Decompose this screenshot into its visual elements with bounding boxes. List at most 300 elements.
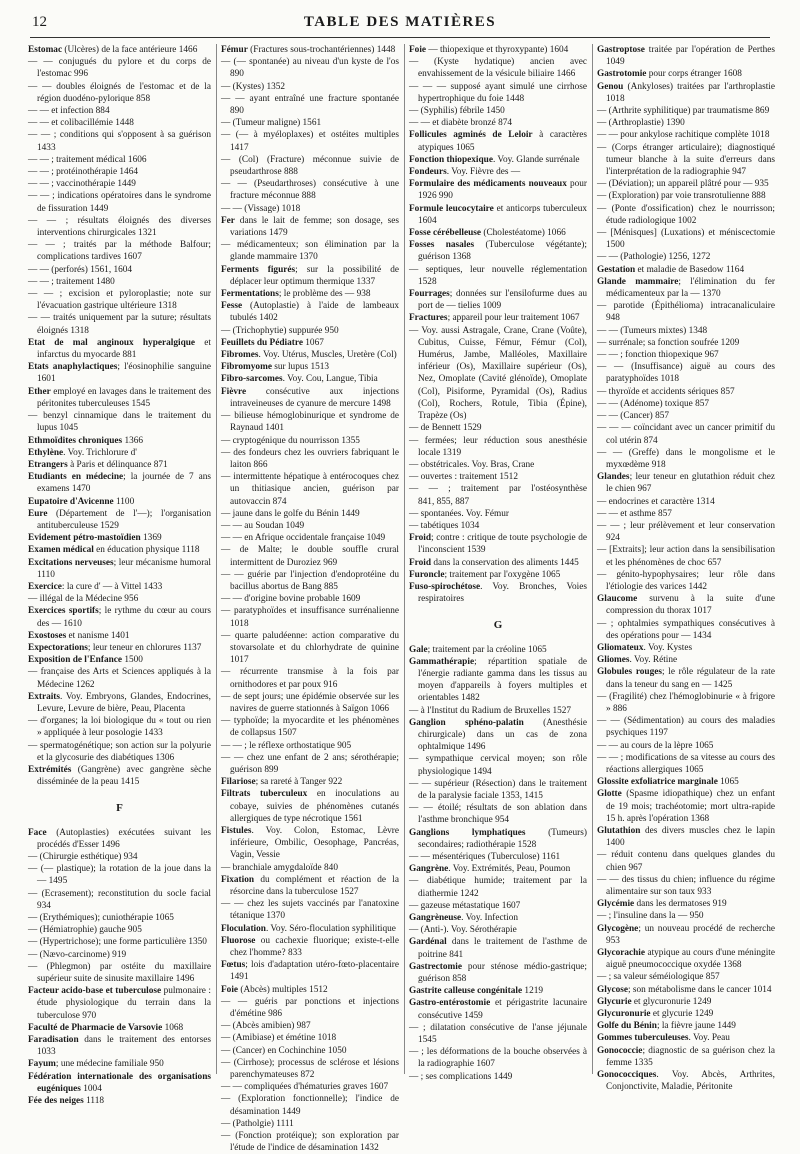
- entry-text: — — (Vissage): [221, 203, 280, 214]
- entry-text: — (Cirrhose); processus de sclérose et lésions parenchymateuses: [221, 1057, 399, 1081]
- entry-page-refs: 1065: [155, 913, 174, 924]
- index-entry: [409, 581, 587, 605]
- index-entry: [409, 778, 587, 802]
- index-entry: [221, 825, 399, 862]
- entry-heading: Fibromes: [221, 350, 259, 361]
- entry-text: à caractères atypiques: [418, 130, 587, 153]
- entry-page-refs: 934: [123, 852, 138, 862]
- entry-text: — (Kyste hydatique) ancien avec envahissement de la vésicule biliaire: [409, 57, 587, 80]
- entry-text: — de sept jours; une épidémie observée sur les navires de guerre stationnés à Saïgon: [221, 691, 399, 714]
- entry-text: — — — supposé ayant simulé une cirrhose hypertrophique du foie: [409, 81, 587, 104]
- index-entry: [221, 56, 399, 80]
- entry-heading: Face: [28, 827, 47, 838]
- entry-text: ; la fièvre jaune: [656, 1021, 716, 1032]
- entry-text: — — (Cancer): [597, 411, 653, 422]
- entry-page-refs: 1448: [505, 93, 525, 104]
- index-entry: [28, 105, 211, 117]
- index-column-1: [28, 44, 212, 1107]
- index-entry: [597, 325, 775, 337]
- entry-heading: Fédération internationale des organisations eugéniques: [28, 1071, 211, 1094]
- entry-page-refs: 1561: [343, 813, 363, 824]
- entry-page-refs: 1500: [124, 655, 143, 666]
- entry-text: . Voy. Rétine: [629, 655, 678, 666]
- entry-text: — des fondeurs chez les ouvriers fabriquant le laiton: [221, 447, 399, 470]
- entry-heading: Fuso-spirochétose: [409, 581, 481, 592]
- entry-text: . Voy. Extrémités, Peau, Poumon: [448, 864, 571, 875]
- index-entry: [597, 276, 775, 300]
- index-entry: [221, 129, 399, 153]
- entry-text: — diabétique humide; traitement par la diathermie: [409, 876, 587, 899]
- entry-text: — ; ophtalmies sympathiques consécutives à des opérations pour —: [597, 618, 775, 641]
- entry-page-refs: 1318: [70, 325, 89, 336]
- entry-page-refs: 1466: [178, 45, 198, 55]
- entry-page-refs: 1018: [750, 130, 770, 141]
- entry-text: et infarctus du myocarde: [37, 337, 211, 361]
- index-entry: [28, 44, 211, 56]
- index-entry: [221, 1130, 399, 1154]
- entry-text: ; contre : critique de toute psychologie de l'inconscient: [418, 533, 587, 556]
- index-entry: [409, 325, 587, 423]
- entry-heading: Glycose: [597, 984, 628, 995]
- entry-text: — — et infection: [28, 106, 94, 117]
- entry-heading: Fibro-sarcomes: [221, 374, 283, 385]
- entry-text: (Fractures sous-trochantériennes): [247, 45, 375, 55]
- entry-heading: Gangrène: [409, 864, 449, 875]
- index-entry: [597, 776, 775, 788]
- entry-text: — — (Adénome) toxique: [597, 398, 693, 409]
- entry-page-refs: 919: [712, 899, 727, 910]
- entry-text: — (Amibiase) et émétine: [221, 1033, 316, 1044]
- entry-text: — d'organes; la loi biologique du « tout ou rien » appliquée à leur posologie: [28, 716, 211, 739]
- index-entry: [28, 264, 211, 276]
- entry-text: — de Bennett: [409, 423, 461, 434]
- index-entry: [409, 961, 587, 985]
- entry-page-refs: 1034: [460, 520, 480, 531]
- entry-heading: Glycurie: [597, 996, 632, 1007]
- entry-text: — gazeuse métastatique: [409, 900, 500, 911]
- entry-page-refs: 1449: [281, 1106, 301, 1117]
- index-entry: [597, 544, 775, 568]
- entry-heading: Etat de mal anginoux hyperalgique: [28, 337, 196, 348]
- entry-page-refs: 1482: [461, 693, 480, 704]
- entry-text: — surrénale; sa fonction soufrée: [597, 337, 719, 348]
- entry-heading: Ethmoïdites chroniques: [28, 435, 123, 446]
- index-entry: [221, 715, 399, 739]
- index-entry: [221, 984, 399, 996]
- index-entry: [597, 178, 775, 190]
- entry-text: — (Hypertrichose); une forme particulière: [28, 937, 186, 948]
- entry-heading: Gonococciques: [597, 1070, 657, 1081]
- entry-text: et périgastrite lacunaire consécutive: [418, 998, 587, 1021]
- entry-heading: Fixation: [221, 874, 255, 885]
- index-entry: [409, 656, 587, 705]
- entry-heading: Genou: [597, 81, 624, 92]
- entry-text: . Voy. Utérus, Muscles, Uretère (Col): [258, 350, 397, 361]
- index-entry: [28, 337, 211, 361]
- index-entry: [597, 398, 775, 410]
- entry-page-refs: 888: [751, 191, 766, 202]
- index-entry: [221, 1045, 399, 1057]
- entry-page-refs: 857: [720, 386, 735, 397]
- index-column-4: [592, 44, 776, 1093]
- index-entry: [597, 227, 775, 251]
- index-entry: [409, 997, 587, 1021]
- entry-heading: Gammathérapie: [409, 656, 475, 667]
- index-entry: [409, 1071, 587, 1083]
- entry-page-refs: 857: [657, 508, 672, 519]
- entry-heading: Gommes tuberculeuses: [597, 1033, 689, 1044]
- index-entry: [409, 483, 587, 507]
- index-entry: [221, 605, 399, 629]
- index-entry: [597, 1069, 775, 1093]
- entry-text: — (Fonction protéique); son exploration par l'étude de l'indice de désamination: [221, 1131, 399, 1154]
- entry-text: — (Cancer) en Cochinchine: [221, 1045, 326, 1056]
- entry-heading: Glutathion: [597, 826, 641, 836]
- entry-text: — sympathique cervical moyen; son rôle physiologique: [409, 754, 587, 777]
- index-column-3: [404, 44, 587, 1082]
- entry-page-refs: 1209: [720, 337, 740, 348]
- entry-text: dans le traitement des entorses: [78, 1035, 211, 1046]
- index-entry: [221, 740, 399, 752]
- index-entry: [409, 900, 587, 912]
- entry-page-refs: 1449: [341, 508, 360, 519]
- index-entry: [409, 154, 587, 166]
- entry-heading: Fibromyome: [221, 362, 272, 373]
- entry-page-refs: 922: [328, 777, 343, 788]
- entry-page-refs: 1100: [115, 496, 135, 507]
- index-entry: [221, 1081, 399, 1093]
- index-entry: [221, 1032, 399, 1044]
- index-entry: [409, 924, 587, 936]
- entry-text: . Voy. Kystes: [643, 642, 693, 653]
- entry-heading: Floculation: [221, 923, 266, 934]
- index-entry: [597, 410, 775, 422]
- entry-page-refs: 1111: [276, 1118, 294, 1129]
- entry-page-refs: 1528: [418, 276, 437, 287]
- entry-heading: Froid: [409, 557, 432, 568]
- entry-page-refs: 1496: [101, 839, 120, 850]
- entry-page-refs: 1449: [89, 203, 109, 214]
- entry-page-refs: 934: [37, 900, 51, 911]
- entry-page-refs: 1495: [48, 876, 68, 887]
- entry-heading: Fosse cérébelleuse: [409, 228, 482, 239]
- entry-text: — (Corps étranger articulaire); diagnostiqué tumeur blanche à la suite d'erreurs dans l'interprétation de la radiographie: [597, 142, 775, 178]
- entry-heading: Exostoses: [28, 630, 67, 641]
- entry-text: — (Erythémiques); cuniothérapie: [28, 913, 153, 924]
- index-entry: [28, 361, 211, 385]
- entry-heading: Fistules: [221, 826, 252, 836]
- entry-text: — — ayant entraîné une fracture spontanée: [221, 93, 399, 104]
- entry-text: — ; sa valeur séméiologique: [597, 972, 704, 983]
- entry-heading: Fémur: [221, 45, 248, 55]
- entry-page-refs: 1065: [684, 764, 704, 775]
- entry-page-refs: 1067: [560, 313, 580, 324]
- index-entry: [221, 923, 399, 935]
- entry-heading: Feuillets du Pédiatre: [221, 337, 303, 348]
- entry-page-refs: 1018: [660, 374, 680, 385]
- entry-page-refs: 1161: [541, 852, 561, 862]
- index-entry: [409, 508, 587, 520]
- index-entry: [597, 825, 775, 849]
- entry-page-refs: 1607: [369, 1082, 389, 1093]
- entry-heading: Ganglions lymphatiques: [409, 827, 526, 838]
- entry-page-refs: 1249: [694, 1009, 714, 1020]
- entry-text: ; le problème des —: [278, 289, 355, 300]
- entry-page-refs: 987: [296, 1021, 311, 1032]
- entry-text: dans le traitement de l'asthme de poitrine: [418, 937, 587, 960]
- entry-text: sur lupus: [271, 362, 309, 373]
- entry-heading: Etrangers: [28, 459, 68, 470]
- index-entry: [28, 654, 211, 666]
- entry-text: (Ankyloses) traitées par l'arthroplastie: [623, 81, 775, 92]
- entry-text: — — ; traitement par l'ostéosynthèse: [409, 484, 587, 495]
- index-entry: [221, 862, 399, 874]
- entry-page-refs: 1610: [63, 618, 82, 629]
- index-entry: [597, 251, 775, 263]
- index-entry: [409, 105, 587, 117]
- index-entry: [28, 288, 211, 312]
- entry-text: — — (Greffe) dans le mongolisme et le myxœdème: [597, 447, 775, 470]
- entry-heading: Ether: [28, 386, 51, 397]
- entry-page-refs: 1401: [265, 423, 284, 434]
- index-entry: [409, 239, 587, 263]
- index-entry: [28, 936, 211, 948]
- entry-text: — — au cours de la lèpre: [597, 740, 693, 751]
- entry-page-refs: 1527: [552, 705, 572, 716]
- index-entry: [409, 44, 587, 56]
- entry-page-refs: 1445: [560, 557, 579, 568]
- entry-text: — (Kystes): [221, 81, 265, 92]
- entry-text: ; leur mécanisme humoral: [113, 557, 211, 568]
- index-entry: [221, 215, 399, 239]
- entry-text: — — (Insuffisance) aiguë au cours des paratyphoïdes: [597, 362, 775, 385]
- index-entry: [409, 312, 587, 324]
- index-entry: [28, 81, 211, 105]
- entry-text: à Paris et délinquance: [67, 459, 152, 470]
- index-entry: [221, 520, 399, 532]
- entry-page-refs: 1065: [455, 142, 475, 153]
- entry-text: — — chez les sujets vaccinés par l'anatoxine tétanique: [221, 899, 399, 922]
- entry-page-refs: 1197: [649, 728, 668, 739]
- entry-text: — obstétricales. Voy. Bras, Crane: [409, 459, 535, 470]
- entry-text: — — et asthme: [597, 508, 656, 519]
- index-entry: [28, 190, 211, 214]
- entry-text: employé en lavages dans le traitement des péritonites tuberculeuses: [37, 386, 211, 409]
- entry-page-refs: 871: [153, 459, 168, 470]
- entry-page-refs: 1401: [110, 630, 130, 641]
- entry-page-refs: 970: [82, 1010, 97, 1021]
- entry-page-refs: 1256, 1272: [668, 252, 711, 263]
- index-entry: [597, 203, 775, 227]
- entry-text: (Abcès) multiples: [238, 984, 307, 995]
- index-entry: [221, 373, 399, 385]
- entry-heading: Filtrats tuberculeux: [221, 789, 308, 800]
- entry-page-refs: 1433: [143, 581, 163, 592]
- index-entry: [597, 68, 775, 80]
- entry-text: (Gangrène) avec gangrène sèche disséminée de la peau: [37, 764, 211, 788]
- entry-text: ; répartition spatiale de l'énergie radiante gamma dans les tissus au moyen d'appareils à foyers multiples et orientables: [418, 656, 587, 704]
- entry-text: — — d'origine bovine probable: [221, 594, 340, 605]
- entry-text: pulmonaire : étude physiologique du terrain dans la tuberculose: [37, 986, 211, 1021]
- entry-text: ; une médecine familiale: [55, 1059, 148, 1070]
- index-entry: [597, 666, 775, 690]
- index-entry: [28, 740, 211, 764]
- entry-page-refs: 1609: [341, 594, 361, 605]
- index-entry: [597, 1020, 775, 1032]
- entry-page-refs: 890: [230, 106, 244, 117]
- index-entry: [221, 1118, 399, 1130]
- index-entry: [409, 717, 587, 754]
- entry-text: (Département de l'—); l'organisation antituberculeuse: [37, 508, 211, 531]
- index-entry: [28, 386, 211, 410]
- entry-text: . Voy. Peau: [688, 1033, 730, 1044]
- index-entry: [597, 569, 775, 593]
- index-entry: [597, 1045, 775, 1069]
- index-entry: [597, 300, 775, 324]
- entry-page-refs: 1066: [370, 703, 390, 714]
- index-entry: [409, 936, 587, 960]
- entry-page-refs: 1464: [119, 167, 138, 178]
- entry-heading: Extraits: [28, 691, 61, 702]
- entry-page-refs: 1033: [37, 1047, 56, 1058]
- index-entry: [597, 422, 775, 446]
- entry-page-refs: 956: [124, 594, 139, 605]
- entry-page-refs: 1249: [692, 996, 712, 1007]
- entry-text: — (Abcès amibien): [221, 1021, 295, 1032]
- entry-text: . Voy. Embryons, Glandes, Endocrines, Levure, Levure de bière, Peau, Placenta: [37, 691, 211, 714]
- page-title: TABLE DES MATIÈRES: [303, 14, 497, 30]
- entry-heading: Etudiants en médecine: [28, 472, 124, 483]
- entry-text: ; l'élimination du fer médicamenteux par la —: [606, 276, 776, 300]
- entry-text: — — ; conditions qui s'opposent à sa guérison: [28, 130, 211, 141]
- index-entry: [28, 666, 211, 690]
- entry-heading: Faradisation: [28, 1035, 79, 1046]
- entry-text: — septiques, leur nouvelle réglementation: [409, 264, 587, 275]
- entry-page-refs: 1449: [717, 1021, 736, 1032]
- entry-page-refs: 1545: [418, 1035, 437, 1046]
- entry-heading: Glandes: [597, 472, 630, 483]
- entry-page-refs: 1527: [339, 887, 359, 898]
- entry-text: — — ; vaccinothérapie: [28, 179, 115, 190]
- entry-heading: Exercice: [28, 581, 62, 592]
- entry-page-refs: 858: [136, 93, 151, 104]
- entry-page-refs: 1507: [278, 728, 297, 739]
- entry-text: — — conjugués du pylore et du corps de l'estomac: [28, 57, 211, 80]
- entry-text: ; son métabolisme dans le cancer: [627, 984, 751, 995]
- entry-page-refs: 935: [754, 179, 769, 190]
- entry-page-refs: 885: [324, 581, 338, 592]
- entry-text: — — — coïncidant avec un cancer primitif du col utérin: [597, 423, 775, 446]
- entry-heading: Gliomes: [597, 655, 630, 666]
- entry-page-refs: 1479: [269, 228, 288, 239]
- index-entry: [221, 178, 399, 202]
- entry-heading: Evidement pétro-mastoïdien: [28, 533, 141, 544]
- entry-page-refs: 1065: [720, 777, 739, 788]
- entry-heading: Fœtus: [221, 960, 246, 971]
- entry-page-refs: 1164: [725, 264, 745, 275]
- entry-text: et glycurie: [650, 1009, 693, 1020]
- index-entry: [221, 788, 399, 825]
- index-entry: [221, 874, 399, 898]
- entry-text: — (Fragilité) chez l'hémoglobinurie « à frigore »: [597, 691, 775, 714]
- index-entry: [28, 691, 211, 715]
- entry-page-refs: 1065: [541, 569, 561, 580]
- entry-text: — — (Pseudarthroses) consécutive à une fracture méconnue: [221, 179, 399, 202]
- entry-page-refs: 1370: [702, 289, 721, 300]
- entry-page-refs: 1491: [230, 972, 249, 983]
- entry-page-refs: 1417: [230, 142, 249, 153]
- entry-heading: Gardénal: [409, 937, 447, 948]
- entry-heading: Fermentations: [221, 289, 279, 300]
- entry-text: — — ; excision et pyloroplastie; note sur l'évacuation gastrique ultérieure: [28, 289, 211, 312]
- entry-heading: Examen médical: [28, 545, 94, 556]
- index-entry: [28, 56, 211, 80]
- index-entry: [221, 752, 399, 776]
- entry-page-refs: 953: [606, 935, 620, 946]
- index-entry: [409, 129, 587, 153]
- entry-text: ; données sur l'ensilofurme dues au port de — tielies: [418, 289, 587, 312]
- entry-text: pour corps étranger: [646, 69, 722, 80]
- index-entry: [597, 898, 775, 910]
- entry-page-refs: 841: [449, 949, 464, 960]
- entry-page-refs: 1606: [127, 154, 147, 165]
- entry-text: — — et colibacillémie: [28, 118, 113, 129]
- index-entry: [597, 996, 775, 1008]
- entry-page-refs: 1528: [517, 839, 537, 850]
- entry-page-refs: 954: [495, 815, 510, 826]
- index-entry: [28, 557, 211, 581]
- index-entry: [221, 996, 399, 1020]
- index-entry: [221, 300, 399, 324]
- entry-text: . Voy. Abcès, Arthrites, Conjonctivite, Maladie, Péritonite: [606, 1070, 775, 1093]
- entry-page-refs: 1067: [305, 337, 324, 348]
- section-letter-heading: G: [493, 619, 503, 632]
- entry-text: — benzyl cinnamique dans le traitement du lupus: [28, 411, 211, 434]
- index-entry: [597, 44, 775, 68]
- index-entry: [28, 961, 211, 985]
- index-entry: [221, 203, 399, 215]
- entry-page-refs: 1337: [356, 276, 376, 287]
- index-entry: [28, 851, 211, 863]
- entry-page-refs: 1009: [482, 301, 502, 312]
- index-entry: [28, 1058, 211, 1070]
- entry-text: — (Déviation); un appareil plâtré pour —: [597, 179, 753, 190]
- entry-text: — — en Afrique occidentale française: [221, 533, 365, 544]
- entry-heading: Fayum: [28, 1059, 56, 1070]
- entry-heading: Fluorose: [221, 935, 256, 946]
- entry-text: — thyroïde et accidents sériques: [597, 386, 719, 397]
- entry-text: dans le lait de femme; son dosage, ses variations: [230, 215, 399, 239]
- index-entry: [28, 1071, 211, 1095]
- entry-page-refs: 1319: [442, 447, 462, 458]
- entry-heading: Gastrectomie: [409, 961, 463, 972]
- entry-heading: Extrémités: [28, 764, 72, 775]
- index-entry: [221, 630, 399, 667]
- index-entry: [221, 325, 399, 337]
- index-entry: [28, 1095, 211, 1107]
- entry-heading: Golfe du Bénin: [597, 1021, 657, 1032]
- entry-text: . Voy. Séro-floculation syphilitique: [265, 923, 396, 934]
- index-entry: [409, 1022, 587, 1046]
- entry-text: — — chez une enfant de 2 ans; sérothérapie; guérison: [221, 752, 399, 775]
- index-column-2: [216, 44, 400, 1154]
- index-entry: [409, 227, 587, 239]
- entry-text: — spermatogénétique; son action sur la polyurie et la glycosurie des diabétiques: [28, 740, 211, 763]
- entry-text: ; sur la possibilité de déplacer leur optimum thermique: [230, 264, 399, 287]
- entry-heading: Facteur acido-base et tuberculose: [28, 986, 162, 997]
- entry-text: survenu à la suite d'une compression du thorax: [606, 594, 775, 617]
- entry-text: (Tumeurs) secondaires; radiothérapie: [418, 827, 587, 850]
